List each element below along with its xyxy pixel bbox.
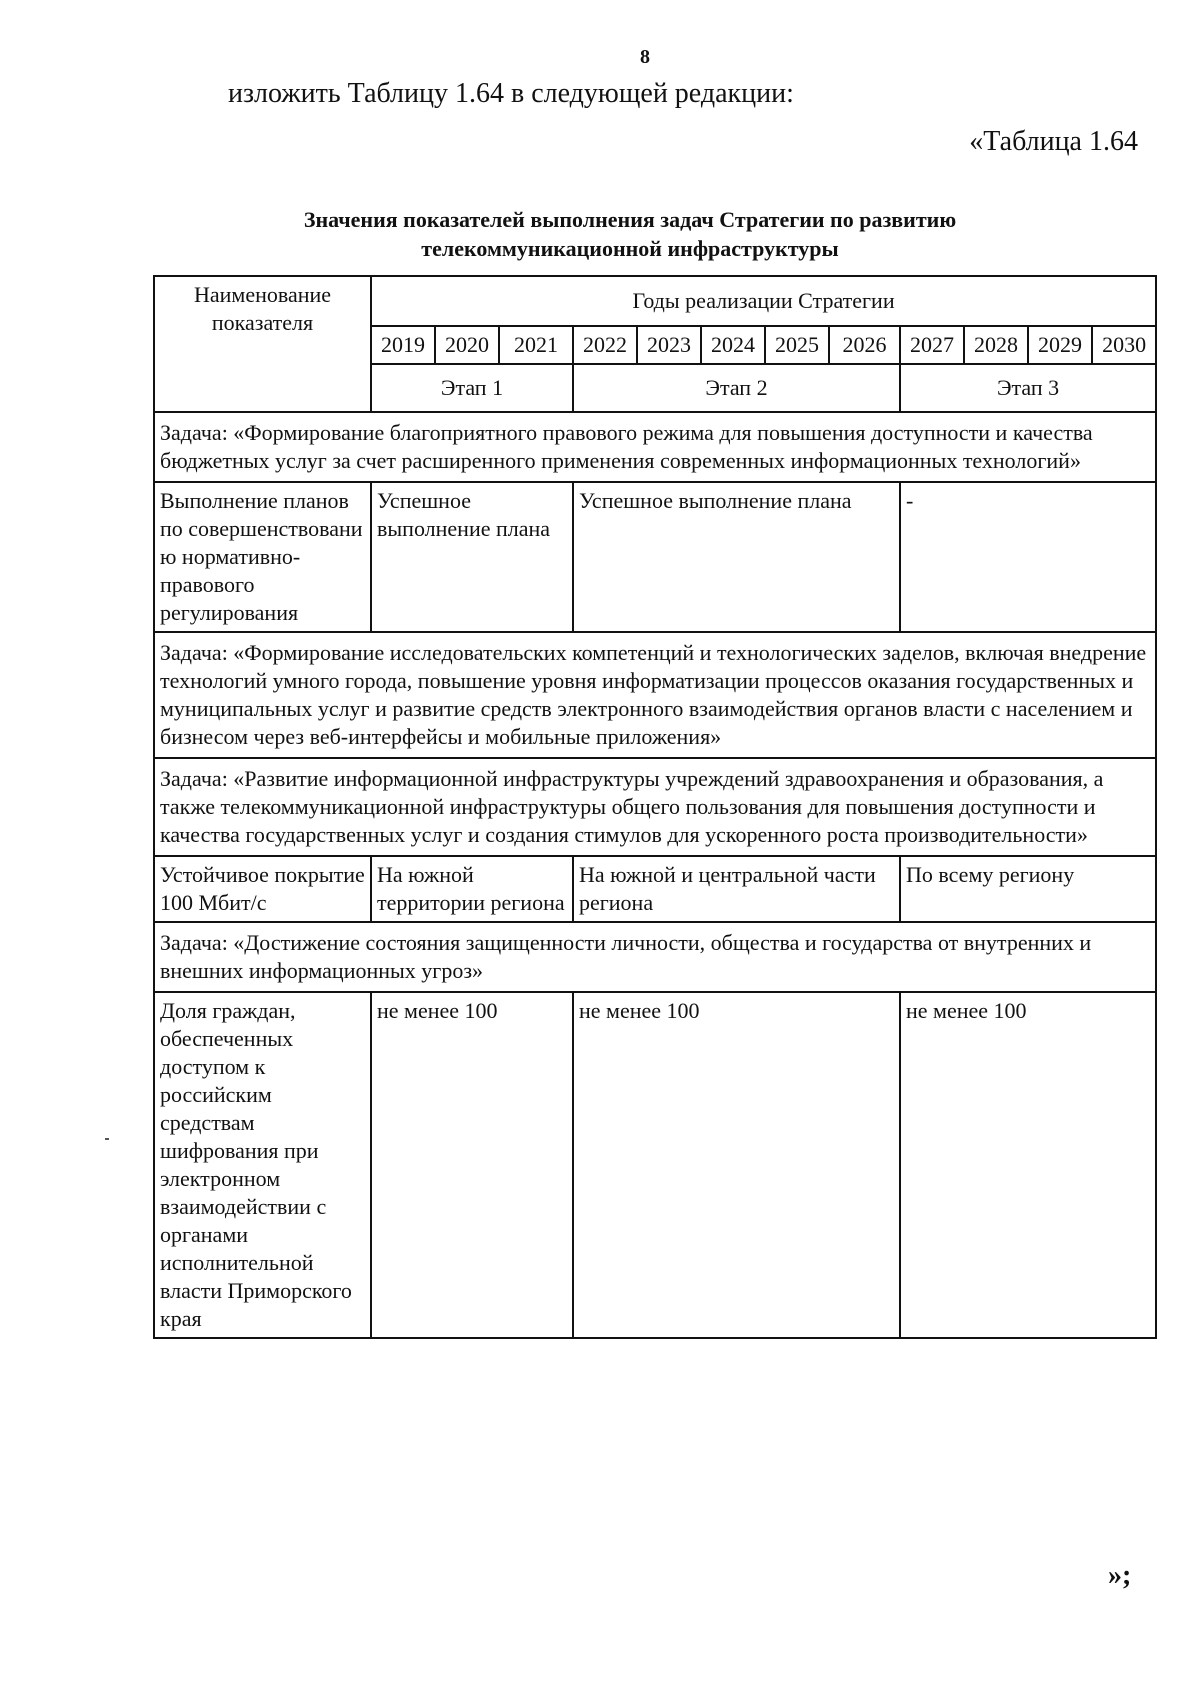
- indicators-table: [153, 275, 1157, 1339]
- stage-1-value: Успешное выполнение плана: [371, 482, 573, 632]
- task-4: Задача: «Достижение состояния защищенности личности, общества и государства от внутренних и внешних информационных угроз»: [154, 922, 1156, 992]
- stage-3: Этап 3: [900, 364, 1156, 412]
- intro-text: изложить Таблицу 1.64 в следующей редакции:: [228, 78, 794, 109]
- caption-line-1: Значения показателей выполнения задач Стратегии по развитию: [303, 207, 957, 232]
- stage-2-value: не менее 100: [573, 992, 900, 1338]
- table-caption: [180, 205, 1080, 263]
- task-row: [154, 632, 1156, 758]
- header-indicator: Наименование показателя: [154, 276, 371, 412]
- indicator-name: Доля граждан, обеспеченных доступом к российским средствам шифрования при электронном взаимодействии с органами исполнительной власти Приморского края: [154, 992, 371, 1338]
- year-cell: 2030: [1092, 326, 1156, 364]
- year-cell: 2021: [499, 326, 573, 364]
- page-number: 8: [640, 46, 650, 68]
- stage-1-value: На южной территории региона: [371, 856, 573, 922]
- indicator-row: [154, 856, 1156, 922]
- indicator-row: [154, 992, 1156, 1338]
- stage-3-value: не менее 100: [900, 992, 1156, 1338]
- stage-1: Этап 1: [371, 364, 573, 412]
- stage-3-value: -: [900, 482, 1156, 632]
- year-cell: 2025: [765, 326, 829, 364]
- year-cell: 2027: [900, 326, 964, 364]
- task-1: Задача: «Формирование благоприятного правового режима для повышения доступности и качества бюджетных услуг за счет расширенного применения современных информационных технологий»: [154, 412, 1156, 482]
- task-3: Задача: «Развитие информационной инфраструктуры учреждений здравоохранения и образования, а также телекоммуникационной инфраструктуры общего пользования для повышения доступности и качества государственных услуг и создания стимулов для ускоренного роста производительности»: [154, 758, 1156, 856]
- indicator-row: [154, 482, 1156, 632]
- margin-mark: [105, 1138, 109, 1140]
- task-row: [154, 412, 1156, 482]
- task-row: [154, 758, 1156, 856]
- closing-quote: »;: [1108, 1560, 1132, 1591]
- year-cell: 2020: [435, 326, 499, 364]
- table-reference: «Таблица 1.64: [969, 126, 1138, 157]
- stage-2: Этап 2: [573, 364, 900, 412]
- task-row: [154, 922, 1156, 992]
- stage-3-value: По всему региону: [900, 856, 1156, 922]
- year-cell: 2028: [964, 326, 1028, 364]
- year-cell: 2024: [701, 326, 765, 364]
- year-cell: 2026: [829, 326, 900, 364]
- stage-1-value: не менее 100: [371, 992, 573, 1338]
- year-cell: 2023: [637, 326, 701, 364]
- caption-line-2: телекоммуникационной инфраструктуры: [421, 236, 839, 261]
- task-2: Задача: «Формирование исследовательских компетенций и технологических заделов, включая внедрение технологий умного города, повышение уровня информатизации процессов оказания государственных и муниципальных услуг и развитие средств электронного взаимодействия органов власти с населением и бизнесом через веб-интерфейсы и мобильные приложения»: [154, 632, 1156, 758]
- stage-2-value: Успешное выполнение плана: [573, 482, 900, 632]
- header-row: [154, 276, 1156, 326]
- stage-2-value: На южной и центральной части региона: [573, 856, 900, 922]
- indicator-name: Выполнение планов по совершенствовани ю нормативно-правового регулирования: [154, 482, 371, 632]
- year-cell: 2022: [573, 326, 637, 364]
- year-cell: 2029: [1028, 326, 1092, 364]
- header-years: Годы реализации Стратегии: [371, 276, 1156, 326]
- year-cell: 2019: [371, 326, 435, 364]
- indicator-name: Устойчивое покрытие 100 Мбит/с: [154, 856, 371, 922]
